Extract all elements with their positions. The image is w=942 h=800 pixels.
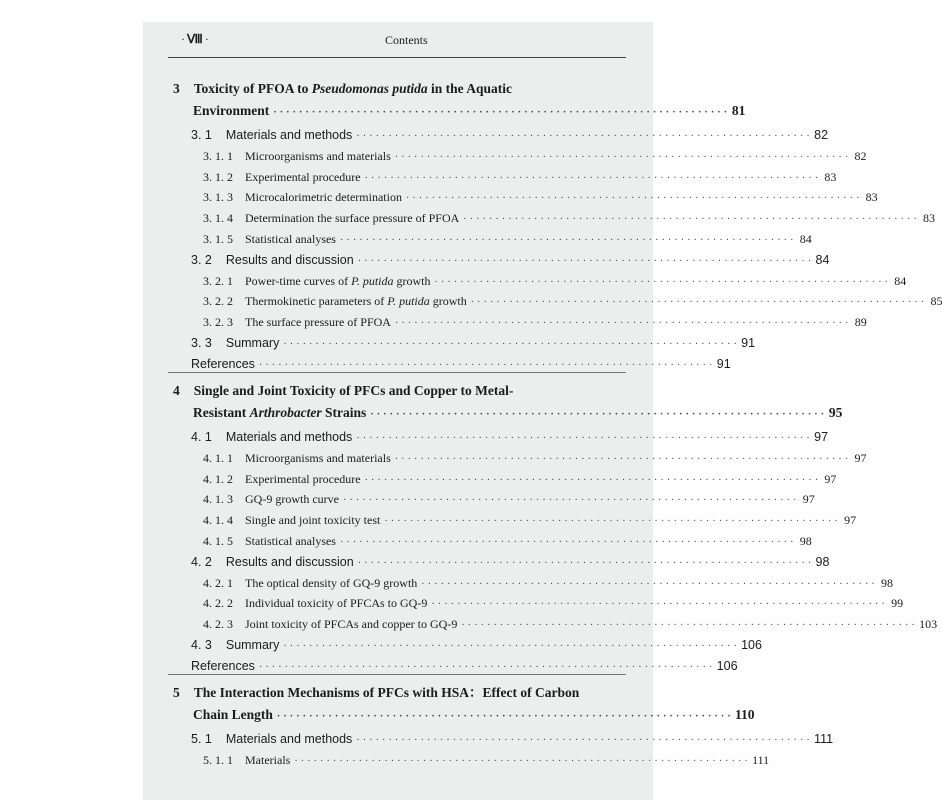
leader-dots: · · · · · · · · · · · · · · · · · · · · · · · · · · · · · · · · · · · · · · · · · · · · · · · · · · · · · · · · · · · · · · · · · · · · · · · — [356, 735, 811, 746]
toc-entry — [203, 574, 894, 592]
page-number: 98 — [815, 554, 830, 569]
toc-entry — [203, 751, 770, 769]
page-number: 106 — [716, 658, 738, 673]
page-number: 97 — [844, 513, 857, 528]
leader-dots: · · · · · · · · · · · · · · · · · · · · · · · · · · · · · · · · · · · · · · · · · · · · · · · · · · · · · · · · · · · · · · · · · · · · · · · — [356, 433, 811, 444]
entry-title: Materials and methods — [225, 128, 353, 142]
entry-label — [203, 272, 431, 290]
entry-label — [203, 615, 457, 633]
entry-label — [191, 355, 255, 373]
entry-label — [191, 334, 279, 352]
toc-entry — [203, 615, 938, 633]
leader-dots: · · · · · · · · · · · · · · · · · · · · · · · · · · · · · · · · · · · · · · · · · · · · · · · · · · · · · · · · · · · · · · · · · · · · · · · — [294, 755, 749, 767]
entry-label — [203, 532, 336, 550]
entry-label — [203, 168, 361, 186]
entry-label — [203, 594, 427, 612]
entry-number: 4. 1. 2 — [203, 471, 233, 486]
entry-title: Statistical analyses — [245, 232, 336, 246]
page-number: 84 — [799, 232, 812, 246]
entry-label — [203, 511, 380, 529]
toc-entry — [203, 594, 904, 612]
entry-number: 4. 1 — [191, 430, 212, 444]
entry-title: Thermokinetic parameters of — [245, 294, 388, 309]
chapter-divider — [168, 372, 626, 373]
entry-number: 4. 2. 2 — [203, 596, 233, 611]
entry-number: 4. 2. 3 — [203, 617, 233, 632]
toc-entry — [191, 334, 756, 352]
toc-entry — [203, 511, 857, 529]
chapter-title-line — [173, 382, 513, 400]
entry-title: Microorganisms and materials — [245, 148, 391, 163]
page-number: 110 — [735, 707, 755, 722]
entry-title-tail: growth — [393, 273, 431, 288]
running-head — [143, 22, 653, 58]
chapter-title-tail: Strains — [321, 405, 367, 420]
entry-label — [191, 251, 354, 269]
chapter-title-continued — [193, 404, 366, 422]
entry-number: 3. 2. 2 — [203, 294, 233, 309]
entry-number: 3. 1. 3 — [203, 190, 233, 205]
entry-title: Statistical analyses — [245, 534, 336, 548]
entry-title: Joint toxicity of PFCAs and copper to GQ-9 — [245, 617, 458, 632]
entry-number: 5. 1 — [191, 732, 212, 746]
page-number: 84 — [815, 252, 830, 267]
chapter-title-continued — [193, 706, 273, 724]
page-number: 111 — [752, 752, 770, 767]
toc-entry — [203, 168, 837, 186]
entry-label — [203, 470, 361, 488]
entry-title: Materials and methods — [225, 430, 353, 444]
toc-entry — [191, 657, 738, 675]
entry-title: Summary — [225, 638, 280, 652]
chapter-title-text: Toxicity of PFOA to — [193, 81, 312, 96]
toc-entry — [191, 251, 830, 269]
entry-label — [203, 188, 402, 206]
entry-label — [203, 449, 391, 467]
toc-entry — [191, 126, 829, 144]
entry-label — [191, 730, 352, 748]
chapter-title-line — [173, 684, 579, 702]
leader-dots: · · · · · · · · · · · · · · · · · · · · · · · · · · · · · · · · · · · · · · · · · · · · · · · · · · · · · · · · · · · · · · · · · · · · · · · — [273, 107, 728, 118]
entry-title: Single and joint toxicity test — [245, 513, 381, 528]
page-number: ·Ⅷ· — [181, 32, 211, 46]
leader-dots: · · · · · · · · · · · · · · · · · · · · · · · · · · · · · · · · · · · · · · · · · · · · · · · · · · · · · · · · · · · · · · · · · · · · · · · — [364, 172, 819, 184]
toc-entry — [203, 188, 878, 206]
chapter-title-text: Single and Joint Toxicity of PFCs and Copper to Metal- — [193, 383, 514, 398]
page-number: 103 — [919, 617, 938, 632]
entry-number: 4. 1. 5 — [203, 534, 233, 548]
leader-dots: · · · · · · · · · · · · · · · · · · · · · · · · · · · · · · · · · · · · · · · · · · · · · · · · · · · · · · · · · · · · · · · · · · · · · · · — [276, 711, 731, 722]
entry-label — [191, 126, 352, 144]
entry-number: 4. 1. 4 — [203, 513, 233, 528]
entry-label — [203, 147, 391, 165]
toc-entry — [191, 636, 762, 654]
chapter-entry — [193, 706, 755, 724]
entry-number: 3. 2. 3 — [203, 315, 233, 330]
entry-number: 3. 1. 1 — [203, 148, 233, 163]
entry-number: 3. 2. 1 — [203, 273, 233, 288]
leader-dots: · · · · · · · · · · · · · · · · · · · · · · · · · · · · · · · · · · · · · · · · · · · · · · · · · · · · · · · · · · · · · · · · · · · · · · · — [258, 661, 713, 673]
toc-entry — [203, 449, 867, 467]
entry-title: Experimental procedure — [245, 471, 361, 486]
toc-entry — [191, 553, 830, 571]
chapter-title-text: Resistant — [193, 405, 250, 420]
entry-number: 3. 1 — [191, 128, 212, 142]
toc-entry — [203, 470, 837, 488]
entry-number: 4. 2. 1 — [203, 575, 233, 590]
leader-dots: · · · · · · · · · · · · · · · · · · · · · · · · · · · · · · · · · · · · · · · · · · · · · · · · · · · · · · · · · · · · · · · · · · · · · · · — [339, 537, 794, 548]
entry-title: Power-time curves of — [245, 273, 352, 288]
page-number: 83 — [865, 190, 878, 205]
page-number: 84 — [894, 273, 907, 288]
leader-dots: · · · · · · · · · · · · · · · · · · · · · · · · · · · · · · · · · · · · · · · · · · · · · · · · · · · · · · · · · · · · · · · · · · · · · · · — [339, 235, 794, 246]
entry-number: 3. 1. 5 — [203, 232, 233, 246]
entry-label — [191, 657, 255, 675]
entry-title: Summary — [225, 336, 280, 350]
entry-title-tail: growth — [429, 294, 467, 309]
leader-dots: · · · · · · · · · · · · · · · · · · · · · · · · · · · · · · · · · · · · · · · · · · · · · · · · · · · · · · · · · · · · · · · · · · · · · · · — [434, 276, 889, 288]
entry-title: Microorganisms and materials — [245, 450, 391, 465]
chapter-title-text: The Interaction Mechanisms of PFCs with HSA：Effect of Carbon — [193, 685, 580, 700]
toc-entry — [203, 313, 867, 331]
toc-entry — [203, 230, 812, 248]
leader-dots: · · · · · · · · · · · · · · · · · · · · · · · · · · · · · · · · · · · · · · · · · · · · · · · · · · · · · · · · · · · · · · · · · · · · · · · — [283, 339, 738, 350]
entry-title: Individual toxicity of PFCAs to GQ-9 — [245, 596, 428, 611]
entry-title: The optical density of GQ-9 growth — [245, 575, 418, 590]
entry-label — [203, 574, 417, 592]
chapter-entry — [193, 404, 843, 422]
entry-label — [203, 490, 339, 508]
page-number: 99 — [891, 596, 904, 611]
entry-title-italic: P. putida — [387, 294, 430, 309]
page-number: 97 — [814, 430, 829, 444]
toc-entry — [203, 532, 812, 550]
chapter-title-text: Environment — [193, 103, 270, 118]
entry-number: 5. 1. 1 — [203, 752, 233, 767]
toc-entry — [203, 272, 907, 290]
chapter-number: 5 — [173, 685, 180, 700]
chapter-title-italic: Arthrobacter — [249, 405, 322, 420]
page-number: 81 — [731, 103, 746, 118]
page-number: 82 — [854, 148, 867, 163]
entry-title: Materials — [245, 752, 291, 767]
entry-number: 4. 1. 3 — [203, 492, 233, 507]
entry-title: Materials and methods — [225, 732, 353, 746]
page-number: 97 — [824, 471, 837, 486]
leader-dots: · · · · · · · · · · · · · · · · · · · · · · · · · · · · · · · · · · · · · · · · · · · · · · · · · · · · · · · · · · · · · · · · · · · · · · · — [283, 641, 738, 652]
toc-entry — [191, 428, 829, 446]
entry-title: Results and discussion — [225, 554, 354, 569]
running-title: Contents — [385, 33, 428, 47]
leader-dots: · · · · · · · · · · · · · · · · · · · · · · · · · · · · · · · · · · · · · · · · · · · · · · · · · · · · · · · · · · · · · · · · · · · · · · · — [463, 214, 918, 226]
entry-number: 4. 3 — [191, 638, 212, 652]
toc-entry — [203, 209, 936, 227]
entry-title: References — [191, 658, 255, 673]
toc-entry — [203, 292, 942, 310]
entry-number: 4. 1. 1 — [203, 450, 233, 465]
entry-label — [203, 292, 467, 310]
leader-dots: · · · · · · · · · · · · · · · · · · · · · · · · · · · · · · · · · · · · · · · · · · · · · · · · · · · · · · · · · · · · · · · · · · · · · · · — [364, 474, 819, 486]
page-number: 106 — [741, 638, 762, 652]
entry-title: Microcalorimetric determination — [245, 190, 402, 205]
page-number: 83 — [824, 169, 837, 184]
leader-dots: · · · · · · · · · · · · · · · · · · · · · · · · · · · · · · · · · · · · · · · · · · · · · · · · · · · · · · · · · · · · · · · · · · · · · · · — [461, 620, 916, 632]
page-number: 97 — [854, 450, 867, 465]
entry-number: 3. 1. 2 — [203, 169, 233, 184]
entry-title: References — [191, 356, 255, 371]
chapter-title-italic: Pseudomonas putida — [311, 81, 428, 96]
page-number: 111 — [814, 732, 834, 746]
page-number: 82 — [814, 128, 829, 142]
entry-number: 3. 1. 4 — [203, 211, 233, 226]
page-number: 97 — [802, 492, 815, 507]
entry-number: 3. 3 — [191, 336, 212, 350]
entry-number: 3. 2 — [191, 252, 212, 267]
leader-dots: · · · · · · · · · · · · · · · · · · · · · · · · · · · · · · · · · · · · · · · · · · · · · · · · · · · · · · · · · · · · · · · · · · · · · · · — [258, 359, 713, 371]
book-page — [143, 22, 942, 800]
toc-entry — [203, 147, 867, 165]
toc-entry — [191, 355, 731, 373]
entry-title-italic: P. putida — [351, 273, 394, 288]
leader-dots: · · · · · · · · · · · · · · · · · · · · · · · · · · · · · · · · · · · · · · · · · · · · · · · · · · · · · · · · · · · · · · · · · · · · · · · — [356, 131, 811, 142]
toc-entry — [203, 490, 815, 508]
page-number: 85 — [930, 294, 942, 309]
chapter-title-text: Chain Length — [193, 707, 273, 722]
leader-dots: · · · · · · · · · · · · · · · · · · · · · · · · · · · · · · · · · · · · · · · · · · · · · · · · · · · · · · · · · · · · · · · · · · · · · · · — [384, 516, 839, 528]
leader-dots: · · · · · · · · · · · · · · · · · · · · · · · · · · · · · · · · · · · · · · · · · · · · · · · · · · · · · · · · · · · · · · · · · · · · · · · — [394, 318, 849, 330]
page-number: 91 — [716, 356, 731, 371]
leader-dots: · · · · · · · · · · · · · · · · · · · · · · · · · · · · · · · · · · · · · · · · · · · · · · · · · · · · · · · · · · · · · · · · · · · · · · · — [421, 578, 876, 590]
chapter-entry — [193, 102, 746, 120]
entry-label — [203, 313, 391, 331]
page-number: 98 — [881, 575, 894, 590]
entry-label — [203, 230, 336, 248]
chapter-title-line — [173, 80, 512, 98]
page-number: 95 — [828, 405, 843, 420]
entry-label — [203, 209, 459, 227]
entry-label — [203, 751, 290, 769]
entry-number: 4. 2 — [191, 554, 212, 569]
leader-dots: · · · · · · · · · · · · · · · · · · · · · · · · · · · · · · · · · · · · · · · · · · · · · · · · · · · · · · · · · · · · · · · · · · · · · · · — [394, 151, 849, 163]
leader-dots: · · · · · · · · · · · · · · · · · · · · · · · · · · · · · · · · · · · · · · · · · · · · · · · · · · · · · · · · · · · · · · · · · · · · · · · — [342, 495, 797, 507]
entry-title: GQ-9 growth curve — [245, 492, 339, 507]
entry-label — [191, 553, 354, 571]
page-number: 98 — [799, 534, 812, 548]
entry-label — [191, 636, 279, 654]
entry-title: The surface pressure of PFOA — [245, 315, 391, 330]
leader-dots: · · · · · · · · · · · · · · · · · · · · · · · · · · · · · · · · · · · · · · · · · · · · · · · · · · · · · · · · · · · · · · · · · · · · · · · — [394, 453, 849, 465]
entry-label — [191, 428, 352, 446]
entry-title: Experimental procedure — [245, 169, 361, 184]
leader-dots: · · · · · · · · · · · · · · · · · · · · · · · · · · · · · · · · · · · · · · · · · · · · · · · · · · · · · · · · · · · · · · · · · · · · · · · — [357, 255, 812, 267]
chapter-number: 4 — [173, 383, 180, 398]
chapter-title-tail: in the Aquatic — [427, 81, 513, 96]
entry-title: Determination the surface pressure of PFOA — [245, 211, 460, 226]
chapter-title-continued — [193, 102, 269, 120]
entry-title: Results and discussion — [225, 252, 354, 267]
chapter-number: 3 — [173, 81, 180, 96]
leader-dots: · · · · · · · · · · · · · · · · · · · · · · · · · · · · · · · · · · · · · · · · · · · · · · · · · · · · · · · · · · · · · · · · · · · · · · · — [405, 193, 860, 205]
leader-dots: · · · · · · · · · · · · · · · · · · · · · · · · · · · · · · · · · · · · · · · · · · · · · · · · · · · · · · · · · · · · · · · · · · · · · · · — [431, 599, 886, 611]
leader-dots: · · · · · · · · · · · · · · · · · · · · · · · · · · · · · · · · · · · · · · · · · · · · · · · · · · · · · · · · · · · · · · · · · · · · · · · — [370, 409, 825, 420]
leader-dots: · · · · · · · · · · · · · · · · · · · · · · · · · · · · · · · · · · · · · · · · · · · · · · · · · · · · · · · · · · · · · · · · · · · · · · · — [357, 557, 812, 569]
page-number: 91 — [741, 336, 756, 350]
header-rule — [168, 57, 626, 58]
page-number: 89 — [854, 315, 867, 330]
chapter-divider — [168, 674, 626, 675]
toc-entry — [191, 730, 834, 748]
page-number: 83 — [923, 211, 936, 226]
leader-dots: · · · · · · · · · · · · · · · · · · · · · · · · · · · · · · · · · · · · · · · · · · · · · · · · · · · · · · · · · · · · · · · · · · · · · · · — [470, 297, 925, 309]
